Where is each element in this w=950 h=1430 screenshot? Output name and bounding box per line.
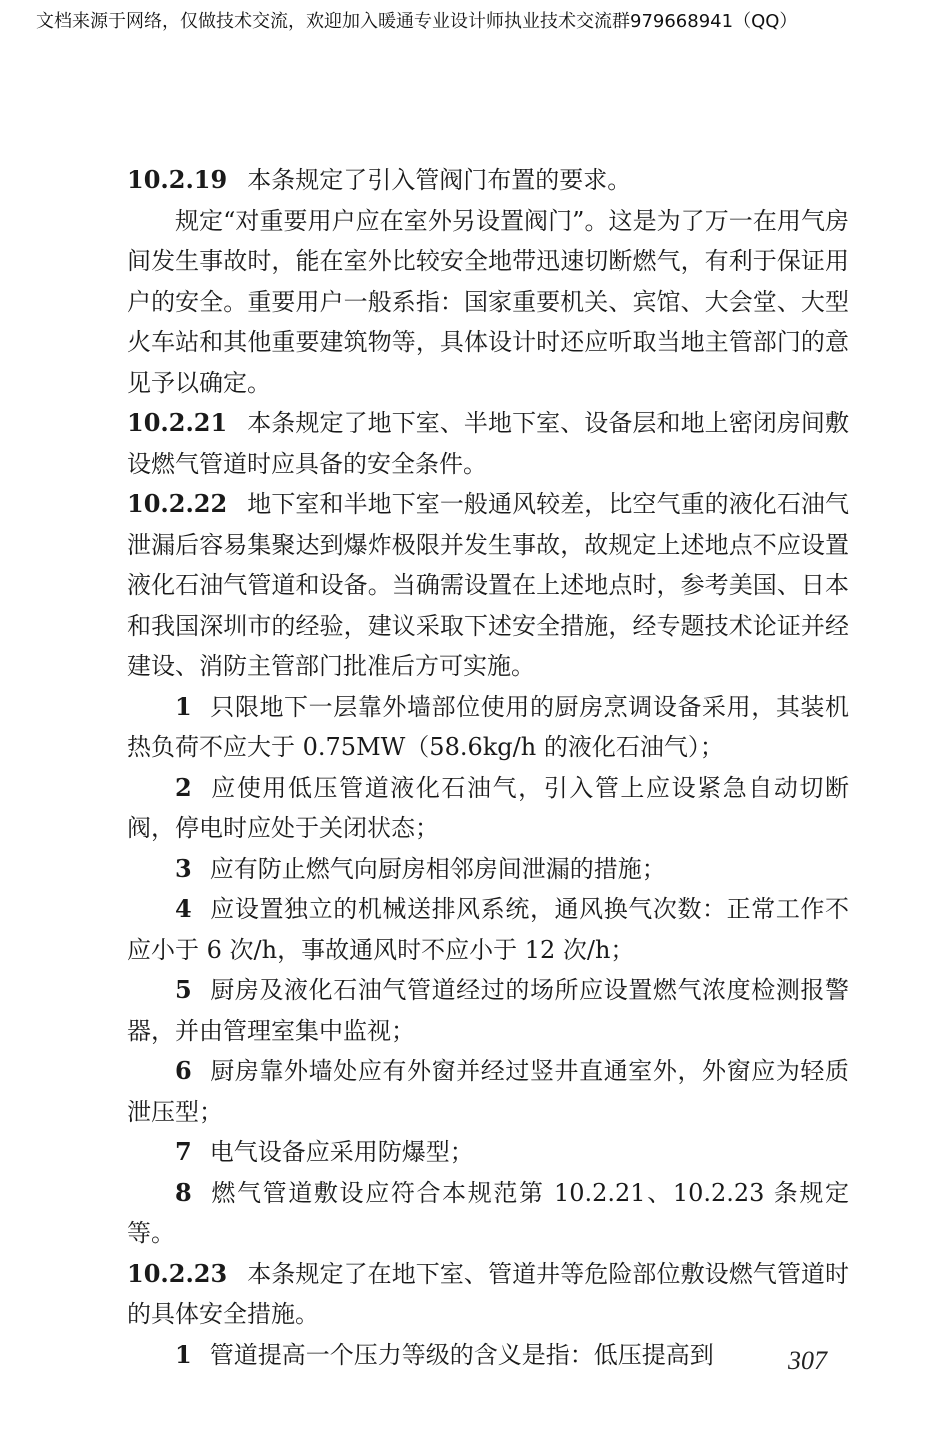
list-item (127, 1132, 849, 1173)
item-number: 6 (175, 1056, 192, 1085)
clause-10-2-21 (127, 403, 849, 484)
item-text: 只限地下一层靠外墙部位使用的厨房烹调设备采用，其装机热负荷不应大于 0.75MW（58.6kg/h 的液化石油气）； (127, 692, 849, 761)
item-number: 3 (175, 853, 192, 883)
page-number: 307 (788, 1346, 827, 1375)
document-body (127, 160, 849, 1375)
list-item (127, 1051, 849, 1132)
clause-10-2-22 (127, 484, 849, 687)
clause-number: 10.2.21 (127, 408, 228, 437)
list-item (127, 970, 849, 1051)
item-number: 7 (175, 1137, 192, 1166)
clause-text: 本条规定了地下室、半地下室、设备层和地上密闭房间敷设燃气管道时应具备的安全条件。 (127, 409, 849, 478)
clause-text: 地下室和半地下室一般通风较差，比空气重的液化石油气泄漏后容易集聚达到爆炸极限并发生事故，故规定上述地点不应设置液化石油气管道和设备。当确需设置在上述地点时，参考美国、日本和我国深圳市的经验，建议采取下述安全措施，经专题技术论证并经建设、消防主管部门批准后方可实施。 (127, 490, 849, 680)
item-number: 1 (175, 691, 192, 721)
item-text: 电气设备应采用防爆型； (209, 1138, 474, 1166)
item-text: 应设置独立的机械送排风系统，通风换气次数：正常工作不应小于 6 次/h，事故通风时不应小于 12 次/h； (127, 895, 849, 964)
item-text: 管道提高一个压力等级的含义是指：低压提高到 (209, 1340, 714, 1369)
list-item (127, 849, 849, 890)
list-item (127, 889, 849, 970)
page-header: 文档来源于网络，仅做技术交流，欢迎加入暖通专业设计师执业技术交流群979668941（QQ） (36, 11, 798, 32)
list-item (127, 1173, 849, 1254)
item-number: 2 (175, 772, 192, 802)
list-item (127, 1335, 849, 1376)
clause-paragraph: 规定“对重要用户应在室外另设置阀门”。这是为了万一在用气房间发生事故时，能在室外比较安全地带迅速切断燃气，有利于保证用户的安全。重要用户一般系指：国家重要机关、宾馆、大会堂、大型火车站和其他重要建筑物等，具体设计时还应听取当地主管部门的意见予以确定。 (127, 206, 849, 397)
item-number: 5 (175, 975, 192, 1004)
clause-number: 10.2.22 (127, 489, 228, 518)
clause-10-2-19 (127, 160, 849, 201)
clause-text: 本条规定了引入管阀门布置的要求。 (247, 166, 632, 194)
item-number: 4 (175, 894, 192, 923)
item-number: 8 (175, 1177, 192, 1207)
item-number: 1 (175, 1339, 192, 1369)
item-text: 厨房靠外墙处应有外窗并经过竖井直通室外，外窗应为轻质泄压型； (127, 1057, 849, 1126)
clause-number: 10.2.19 (127, 165, 228, 194)
item-text: 厨房及液化石油气管道经过的场所应设置燃气浓度检测报警器，并由管理室集中监视； (127, 976, 849, 1045)
item-text: 燃气管道敷设应符合本规范第 10.2.21、10.2.23 条规定等。 (127, 1178, 849, 1247)
item-text: 应使用低压管道液化石油气，引入管上应设紧急自动切断阀，停电时应处于关闭状态； (127, 773, 849, 842)
clause-text: 本条规定了在地下室、管道井等危险部位敷设燃气管道时的具体安全措施。 (127, 1259, 849, 1328)
clause-10-2-23 (127, 1254, 849, 1335)
item-text: 应有防止燃气向厨房相邻房间泄漏的措施； (209, 854, 666, 883)
list-item (127, 687, 849, 768)
clause-number: 10.2.23 (127, 1258, 228, 1288)
list-item (127, 768, 849, 849)
